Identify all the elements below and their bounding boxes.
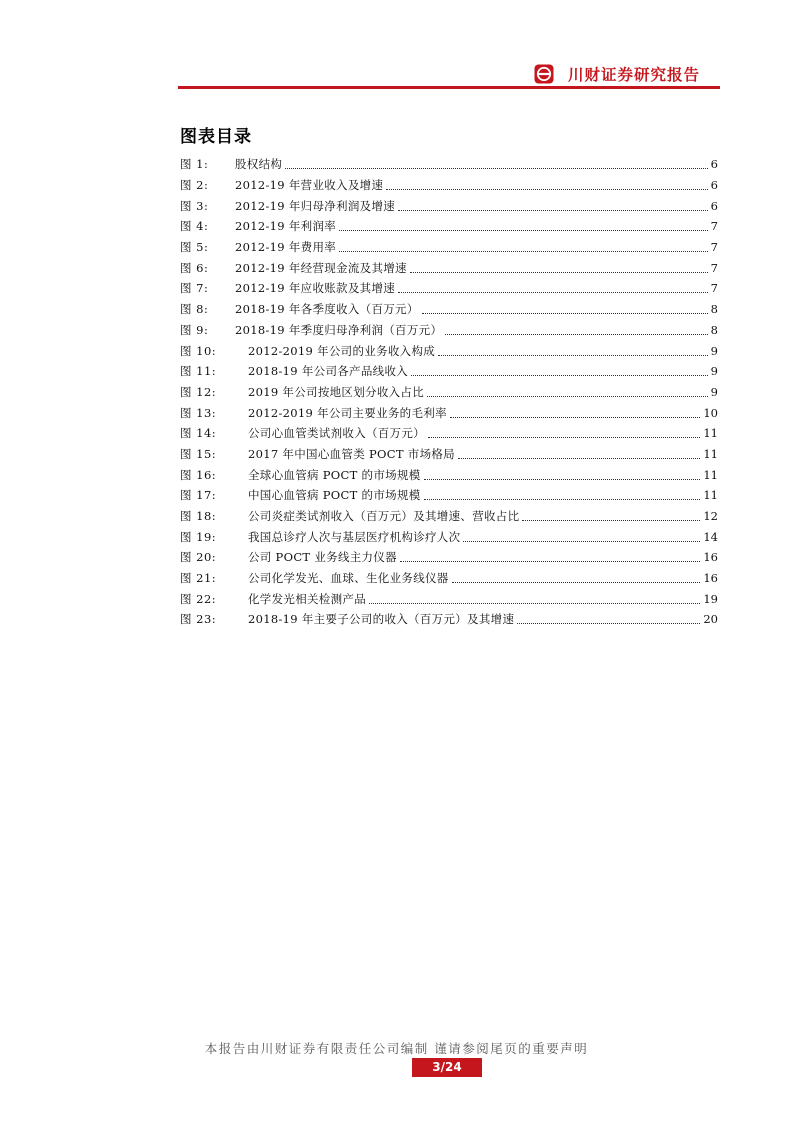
toc-entry-label: 图 15:: [180, 446, 217, 461]
toc-entry-page: 8: [710, 322, 718, 337]
toc-entry-label: 图 11:: [180, 364, 217, 379]
toc-entry-page: 6: [710, 198, 718, 213]
toc-entry-title: 2012-2019 年公司的业务收入构成: [248, 343, 436, 358]
toc-list: [180, 154, 718, 630]
toc-entry-page: 11: [703, 426, 718, 441]
toc-entry[interactable]: [180, 237, 718, 258]
toc-dot-leader: [438, 354, 708, 356]
toc-entry-label: 图 8:: [180, 302, 209, 317]
toc-dot-leader: [369, 602, 700, 604]
toc-entry-title: 2018-19 年公司各产品线收入: [248, 364, 409, 379]
page-header: [178, 60, 720, 90]
toc-entry[interactable]: [180, 506, 718, 527]
toc-entry-title: 公司 POCT 业务线主力仪器: [248, 550, 397, 565]
toc-entry-label: 图 10:: [180, 343, 217, 358]
toc-entry-label: 图 21:: [180, 571, 217, 586]
toc-entry-page: 7: [710, 240, 718, 255]
toc-entry-title: 2017 年中国心血管类 POCT 市场格局: [248, 446, 455, 461]
toc-dot-leader: [428, 436, 700, 438]
toc-entry-title: 全球心血管病 POCT 的市场规模: [248, 467, 421, 482]
toc-entry[interactable]: [180, 568, 718, 589]
toc-entry-title: 2012-19 年费用率: [235, 240, 337, 255]
toc-entry-title: 2018-19 年主要子公司的收入（百万元）及其增速: [248, 612, 515, 627]
toc-entry-label: 图 4:: [180, 219, 209, 234]
toc-entry[interactable]: [180, 195, 718, 216]
toc-dot-leader: [400, 560, 700, 562]
toc-dot-leader: [452, 581, 701, 583]
toc-dot-leader: [410, 271, 708, 273]
toc-dot-leader: [458, 457, 700, 459]
toc-entry[interactable]: [180, 340, 718, 361]
toc-entry-title: 2012-2019 年公司主要业务的毛利率: [248, 405, 447, 420]
toc-entry[interactable]: [180, 485, 718, 506]
toc-entry-label: 图 3:: [180, 198, 209, 213]
toc-dot-leader: [424, 478, 701, 480]
toc-entry[interactable]: [180, 423, 718, 444]
toc-entry-title: 化学发光相关检测产品: [248, 591, 366, 606]
toc-entry-title: 2018-19 年各季度收入（百万元）: [235, 302, 419, 317]
toc-dot-leader: [463, 540, 700, 542]
brand-logo-icon: [534, 64, 554, 84]
toc-entry-label: 图 17:: [180, 488, 217, 503]
toc-entry-label: 图 20:: [180, 550, 217, 565]
toc-entry-title: 我国总诊疗人次与基层医疗机构诊疗人次: [248, 529, 461, 544]
toc-entry-title: 2012-19 年应收账款及其增速: [235, 281, 396, 296]
toc-dot-leader: [398, 209, 708, 211]
toc-dot-leader: [450, 416, 700, 418]
toc-entry-page: 16: [703, 550, 718, 565]
toc-entry[interactable]: [180, 216, 718, 237]
toc-dot-leader: [427, 395, 708, 397]
toc-entry[interactable]: [180, 588, 718, 609]
page-number-badge: 3/24: [412, 1058, 482, 1077]
toc-entry-label: 图 22:: [180, 591, 217, 606]
toc-entry[interactable]: [180, 464, 718, 485]
toc-entry-label: 图 5:: [180, 240, 209, 255]
toc-entry-page: 9: [710, 343, 718, 358]
toc-dot-leader: [424, 498, 701, 500]
toc-entry-label: 图 18:: [180, 509, 217, 524]
header-divider: [178, 86, 720, 89]
toc-entry-title: 股权结构: [235, 157, 283, 172]
toc-entry-page: 9: [710, 384, 718, 399]
toc-entry-title: 中国心血管病 POCT 的市场规模: [248, 488, 421, 503]
toc-title: 图表目录: [180, 127, 252, 147]
toc-entry-label: 图 7:: [180, 281, 209, 296]
toc-entry-label: 图 23:: [180, 612, 217, 627]
toc-dot-leader: [386, 188, 707, 190]
toc-entry[interactable]: [180, 278, 718, 299]
toc-entry-page: 6: [710, 157, 718, 172]
toc-entry[interactable]: [180, 526, 718, 547]
toc-dot-leader: [422, 312, 708, 314]
toc-entry[interactable]: [180, 257, 718, 278]
toc-entry-title: 公司炎症类试剂收入（百万元）及其增速、营收占比: [248, 509, 520, 524]
toc-entry[interactable]: [180, 547, 718, 568]
toc-entry[interactable]: [180, 402, 718, 423]
toc-entry[interactable]: [180, 154, 718, 175]
toc-entry[interactable]: [180, 175, 718, 196]
toc-entry-title: 公司化学发光、血球、生化业务线仪器: [248, 571, 449, 586]
toc-entry-page: 6: [710, 178, 718, 193]
toc-entry-label: 图 1:: [180, 157, 209, 172]
toc-entry[interactable]: [180, 382, 718, 403]
toc-entry-label: 图 19:: [180, 529, 217, 544]
toc-entry[interactable]: [180, 299, 718, 320]
toc-entry-page: 11: [703, 446, 718, 461]
toc-entry-page: 11: [703, 467, 718, 482]
toc-entry-label: 图 2:: [180, 178, 209, 193]
footer-disclaimer: 本报告由川财证券有限责任公司编制 谨请参阅尾页的重要声明: [204, 1041, 589, 1056]
toc-entry-title: 2012-19 年利润率: [235, 219, 337, 234]
toc-entry-page: 19: [703, 591, 718, 606]
toc-entry[interactable]: [180, 361, 718, 382]
toc-entry-page: 8: [710, 302, 718, 317]
toc-entry-page: 9: [710, 364, 718, 379]
toc-entry-title: 2012-19 年营业收入及增速: [235, 178, 384, 193]
toc-entry-page: 12: [703, 509, 718, 524]
toc-entry-label: 图 14:: [180, 426, 217, 441]
toc-entry-label: 图 9:: [180, 322, 209, 337]
toc-entry-title: 2012-19 年归母净利润及增速: [235, 198, 396, 213]
toc-entry-page: 7: [710, 260, 718, 275]
toc-entry-page: 11: [703, 488, 718, 503]
toc-dot-leader: [445, 333, 707, 335]
toc-dot-leader: [517, 622, 700, 624]
toc-entry-page: 14: [703, 529, 718, 544]
toc-entry-label: 图 6:: [180, 260, 209, 275]
toc-dot-leader: [522, 519, 700, 521]
toc-entry-page: 7: [710, 219, 718, 234]
toc-entry-title: 2018-19 年季度归母净利润（百万元）: [235, 322, 443, 337]
toc-entry-title: 公司心血管类试剂收入（百万元）: [248, 426, 425, 441]
toc-entry-page: 7: [710, 281, 718, 296]
toc-entry-label: 图 12:: [180, 384, 217, 399]
toc-entry-title: 2019 年公司按地区划分收入占比: [248, 384, 425, 399]
toc-entry-label: 图 13:: [180, 405, 217, 420]
toc-entry[interactable]: [180, 609, 718, 630]
toc-entry-title: 2012-19 年经营现金流及其增速: [235, 260, 407, 275]
toc-dot-leader: [339, 229, 708, 231]
toc-entry-page: 20: [703, 612, 718, 627]
toc-entry-label: 图 16:: [180, 467, 217, 482]
toc-entry-page: 10: [703, 405, 718, 420]
header-title: 川财证券研究报告: [568, 66, 701, 84]
toc-entry[interactable]: [180, 444, 718, 465]
toc-dot-leader: [411, 374, 708, 376]
toc-dot-leader: [339, 250, 708, 252]
toc-entry[interactable]: [180, 320, 718, 341]
toc-entry-page: 16: [703, 571, 718, 586]
toc-dot-leader: [285, 167, 707, 169]
toc-dot-leader: [398, 291, 708, 293]
